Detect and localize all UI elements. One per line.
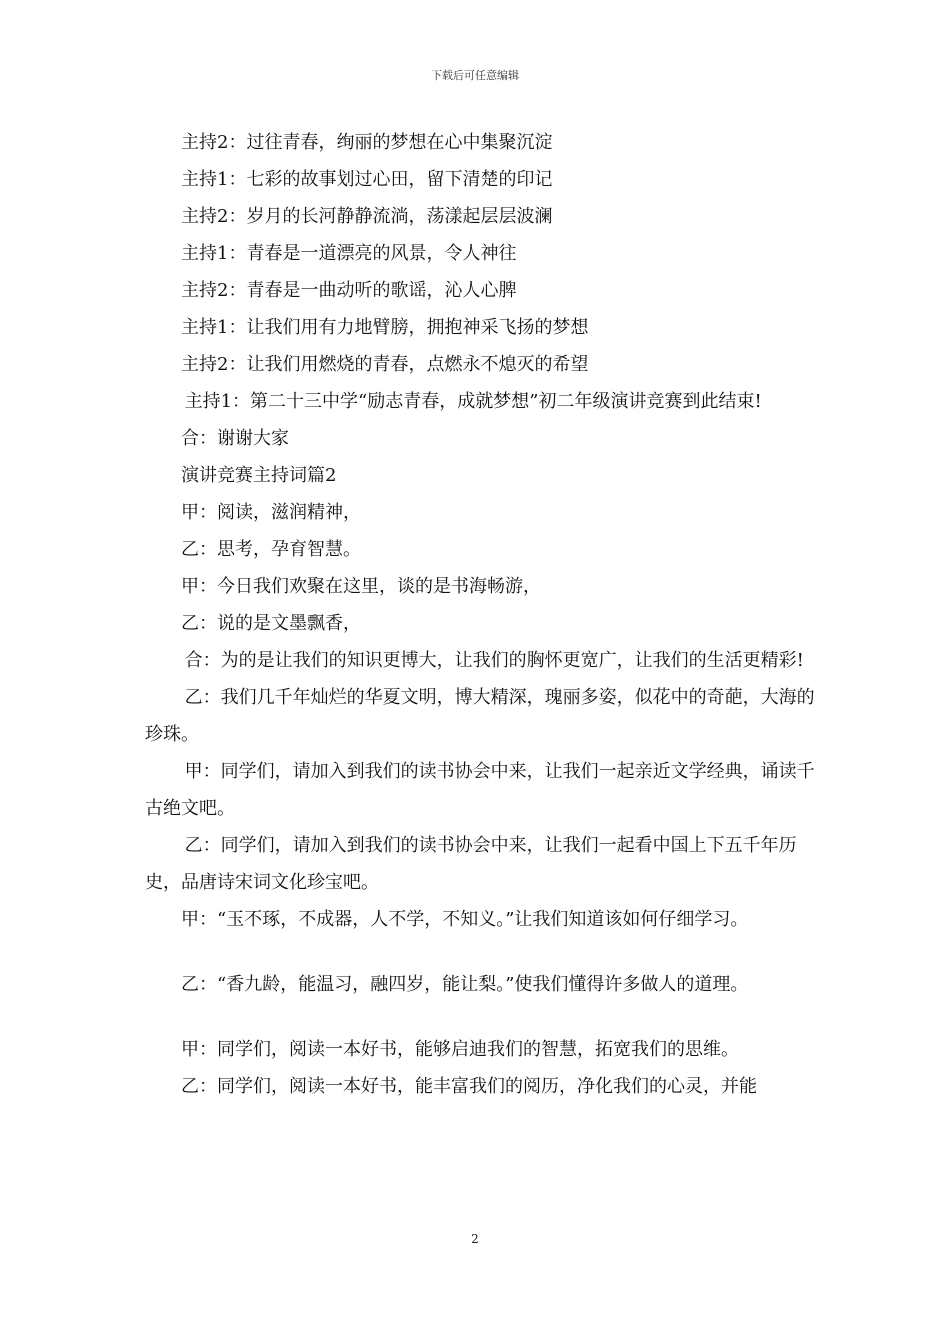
paragraph: 甲：今日我们欢聚在这里，谈的是书海畅游， <box>181 576 541 597</box>
paragraph: 主持1：让我们用有力地臂膀，拥抱神采飞扬的梦想 <box>181 317 589 338</box>
paragraph: 主持1：青春是一道漂亮的风景，令人神往 <box>181 243 517 264</box>
paragraph: 主持1：第二十三中学“励志青春，成就梦想”初二年级演讲竞赛到此结束! <box>184 391 762 412</box>
paragraph: 合：谢谢大家 <box>181 428 289 449</box>
document-body <box>145 124 825 1105</box>
paragraph: 主持2：过往青春，绚丽的梦想在心中集聚沉淀 <box>181 132 553 153</box>
paragraph: 甲：“玉不琢，不成器，人不学，不知义。”让我们知道该如何仔细学习。 <box>181 909 749 930</box>
paragraph: 乙：思考，孕育智慧。 <box>181 539 361 560</box>
paragraph: 主持2：岁月的长河静静流淌，荡漾起层层波澜 <box>181 206 553 227</box>
paragraph: 甲：阅读，滋润精神， <box>181 502 361 523</box>
paragraph: 主持2：让我们用燃烧的青春，点燃永不熄灭的希望 <box>181 354 589 375</box>
paragraph: 乙：同学们，阅读一本好书，能丰富我们的阅历，净化我们的心灵，并能 <box>181 1076 757 1097</box>
section-title: 演讲竞赛主持词篇2 <box>181 465 337 486</box>
page-number: 2 <box>471 1232 479 1246</box>
paragraph: 乙：“香九龄，能温习，融四岁，能让梨。”使我们懂得许多做人的道理。 <box>181 974 749 995</box>
paragraph: 乙：说的是文墨飘香， <box>181 613 361 634</box>
paragraph: 甲：同学们，请加入到我们的读书协会中来，让我们一起亲近文学经典，诵读千古绝文吧。 <box>145 761 815 819</box>
page-header: 下载后可任意编辑 <box>431 69 519 82</box>
paragraph: 乙：同学们，请加入到我们的读书协会中来，让我们一起看中国上下五千年历史，品唐诗宋词文化珍宝吧。 <box>145 835 797 893</box>
paragraph: 甲：同学们，阅读一本好书，能够启迪我们的智慧，拓宽我们的思维。 <box>181 1039 739 1060</box>
paragraph: 主持2：青春是一曲动听的歌谣，沁人心脾 <box>181 280 517 301</box>
paragraph: 乙：我们几千年灿烂的华夏文明，博大精深，瑰丽多姿，似花中的奇葩，大海的珍珠。 <box>145 687 815 745</box>
paragraph: 主持1：七彩的故事划过心田，留下清楚的印记 <box>181 169 553 190</box>
paragraph: 合：为的是让我们的知识更博大，让我们的胸怀更宽广，让我们的生活更精彩! <box>184 650 804 671</box>
